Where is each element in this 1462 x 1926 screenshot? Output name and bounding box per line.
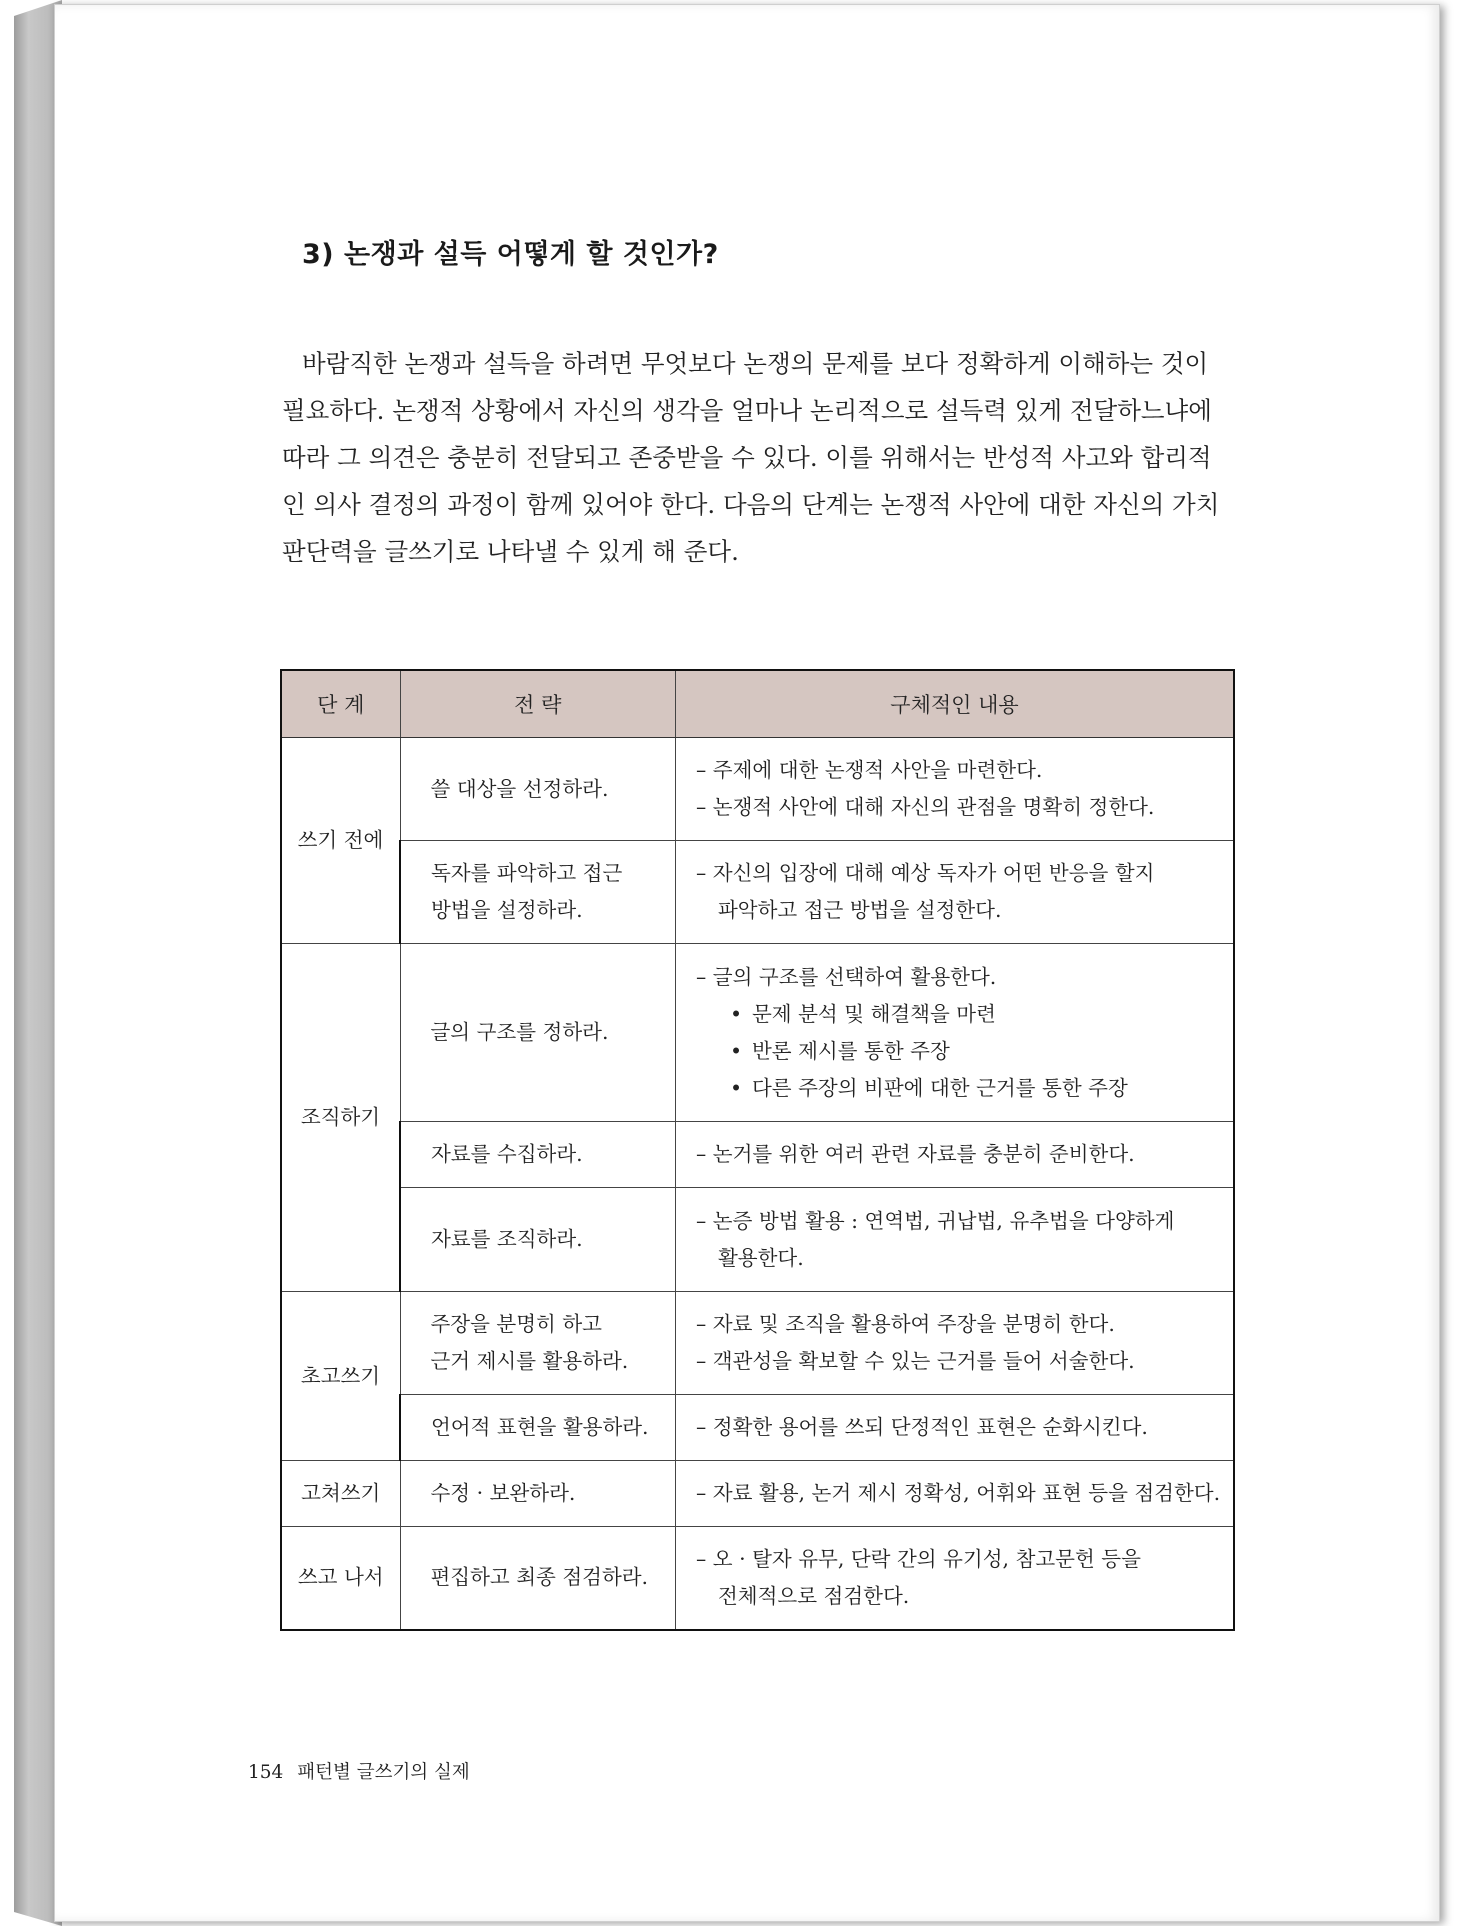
book-title: 패턴별 글쓰기의 실제 <box>297 1762 470 1783</box>
strategy-line: 방법을 설정하라. <box>431 898 583 922</box>
strategy-cell <box>400 1527 676 1630</box>
paragraph-line: 따라 그 의견은 충분히 전달되고 존중받을 수 있다. 이를 위해서는 반성적 사고와 합리적 <box>282 443 1212 472</box>
detail-line: – 논쟁적 사안에 대해 자신의 관점을 명확히 정한다. <box>696 795 1155 819</box>
table-row <box>281 738 1234 841</box>
body-paragraph <box>282 340 1236 575</box>
detail-cell <box>676 1292 1235 1395</box>
detail-cell <box>676 1395 1235 1461</box>
detail-cell <box>676 738 1235 841</box>
table-row <box>281 1395 1234 1461</box>
detail-bullet: • 문제 분석 및 해결책을 마련 <box>696 996 1233 1033</box>
header-strategy: 전 략 <box>400 670 676 738</box>
stage-cell: 쓰기 전에 <box>281 738 400 944</box>
detail-line: – 글의 구조를 선택하여 활용한다. <box>696 964 997 989</box>
stage-cell: 쓰고 나서 <box>281 1527 400 1630</box>
table-row <box>281 841 1234 944</box>
detail-cell <box>676 841 1235 944</box>
writing-strategy-table <box>280 669 1235 1631</box>
header-stage: 단 계 <box>281 670 400 738</box>
detail-bullet: • 다른 주장의 비판에 대한 근거를 통한 주장 <box>696 1070 1233 1107</box>
detail-line: – 정확한 용어를 쓰되 단정적인 표현은 순화시킨다. <box>696 1415 1148 1439</box>
table-row <box>281 1188 1234 1292</box>
strategy-line: 언어적 표현을 활용하라. <box>431 1415 649 1439</box>
detail-bullet: • 반론 제시를 통한 주장 <box>696 1033 1233 1070</box>
paragraph-line: 판단력을 글쓰기로 나타낼 수 있게 해 준다. <box>282 537 739 566</box>
strategy-cell <box>400 738 676 841</box>
strategy-cell <box>400 1395 676 1461</box>
detail-line: – 자료 활용, 논거 제시 정확성, 어휘와 표현 등을 점검한다. <box>696 1481 1221 1505</box>
strategy-line: 글의 구조를 정하라. <box>430 1020 609 1044</box>
stage-cell: 고쳐쓰기 <box>281 1461 400 1527</box>
detail-line: 활용한다. <box>718 1245 804 1270</box>
section-title: 3) 논쟁과 설득 어떻게 할 것인가? <box>302 239 719 270</box>
detail-line: – 자료 및 조직을 활용하여 주장을 분명히 한다. <box>696 1312 1115 1336</box>
detail-line: – 논증 방법 활용 : 연역법, 귀납법, 유추법을 다양하게 <box>696 1208 1175 1233</box>
table-row <box>281 944 1234 1122</box>
detail-cell <box>676 1122 1235 1188</box>
detail-line: – 논거를 위한 여러 관련 자료를 충분히 준비한다. <box>696 1142 1135 1166</box>
detail-line: – 객관성을 확보할 수 있는 근거를 들어 서술한다. <box>696 1349 1135 1373</box>
strategy-line: 독자를 파악하고 접근 <box>431 861 623 885</box>
table-row <box>281 1292 1234 1395</box>
paragraph-line: 필요하다. 논쟁적 상황에서 자신의 생각을 얼마나 논리적으로 설득력 있게 전달하느냐에 <box>282 396 1212 425</box>
table-row <box>281 1122 1234 1188</box>
header-details: 구체적인 내용 <box>676 670 1235 738</box>
table-header-row <box>281 670 1234 738</box>
detail-line: – 오 · 탈자 유무, 단락 간의 유기성, 참고문헌 등을 <box>696 1546 1141 1571</box>
strategy-line: 주장을 분명히 하고 <box>430 1312 602 1336</box>
stage-cell: 조직하기 <box>281 944 400 1292</box>
strategy-cell <box>400 841 676 944</box>
detail-line: 파악하고 접근 방법을 설정한다. <box>718 898 1002 922</box>
strategy-cell <box>400 1188 676 1292</box>
detail-cell <box>676 1527 1235 1630</box>
detail-line: – 자신의 입장에 대해 예상 독자가 어떤 반응을 할지 <box>696 861 1155 885</box>
strategy-line: 근거 제시를 활용하라. <box>430 1349 629 1373</box>
detail-cell <box>676 1461 1235 1527</box>
detail-line: 전체적으로 점검한다. <box>718 1583 910 1608</box>
strategy-line: 수정 · 보완하라. <box>430 1481 576 1505</box>
detail-line: – 주제에 대한 논쟁적 사안을 마련한다. <box>696 758 1043 782</box>
detail-cell <box>676 944 1235 1122</box>
table-row <box>281 1527 1234 1630</box>
detail-cell <box>676 1188 1235 1292</box>
page-footer <box>248 1758 470 1784</box>
strategy-cell <box>400 1461 676 1527</box>
strategy-cell <box>400 1292 676 1395</box>
paragraph-line: 인 의사 결정의 과정이 함께 있어야 한다. 다음의 단계는 논쟁적 사안에 대한 자신의 가치 <box>282 490 1220 519</box>
table-row <box>281 1461 1234 1527</box>
strategy-line: 쓸 대상을 선정하라. <box>430 776 609 801</box>
page-number: 154 <box>248 1762 284 1783</box>
strategy-line: 자료를 조직하라. <box>431 1227 583 1251</box>
stage-cell: 초고쓰기 <box>281 1292 400 1461</box>
strategy-line: 편집하고 최종 점검하라. <box>430 1565 649 1590</box>
strategy-cell <box>400 1122 676 1188</box>
strategy-cell <box>400 944 676 1122</box>
paragraph-line: 바람직한 논쟁과 설득을 하려면 무엇보다 논쟁의 문제를 보다 정확하게 이해하는 것이 <box>302 349 1209 378</box>
strategy-line: 자료를 수집하라. <box>431 1142 583 1166</box>
